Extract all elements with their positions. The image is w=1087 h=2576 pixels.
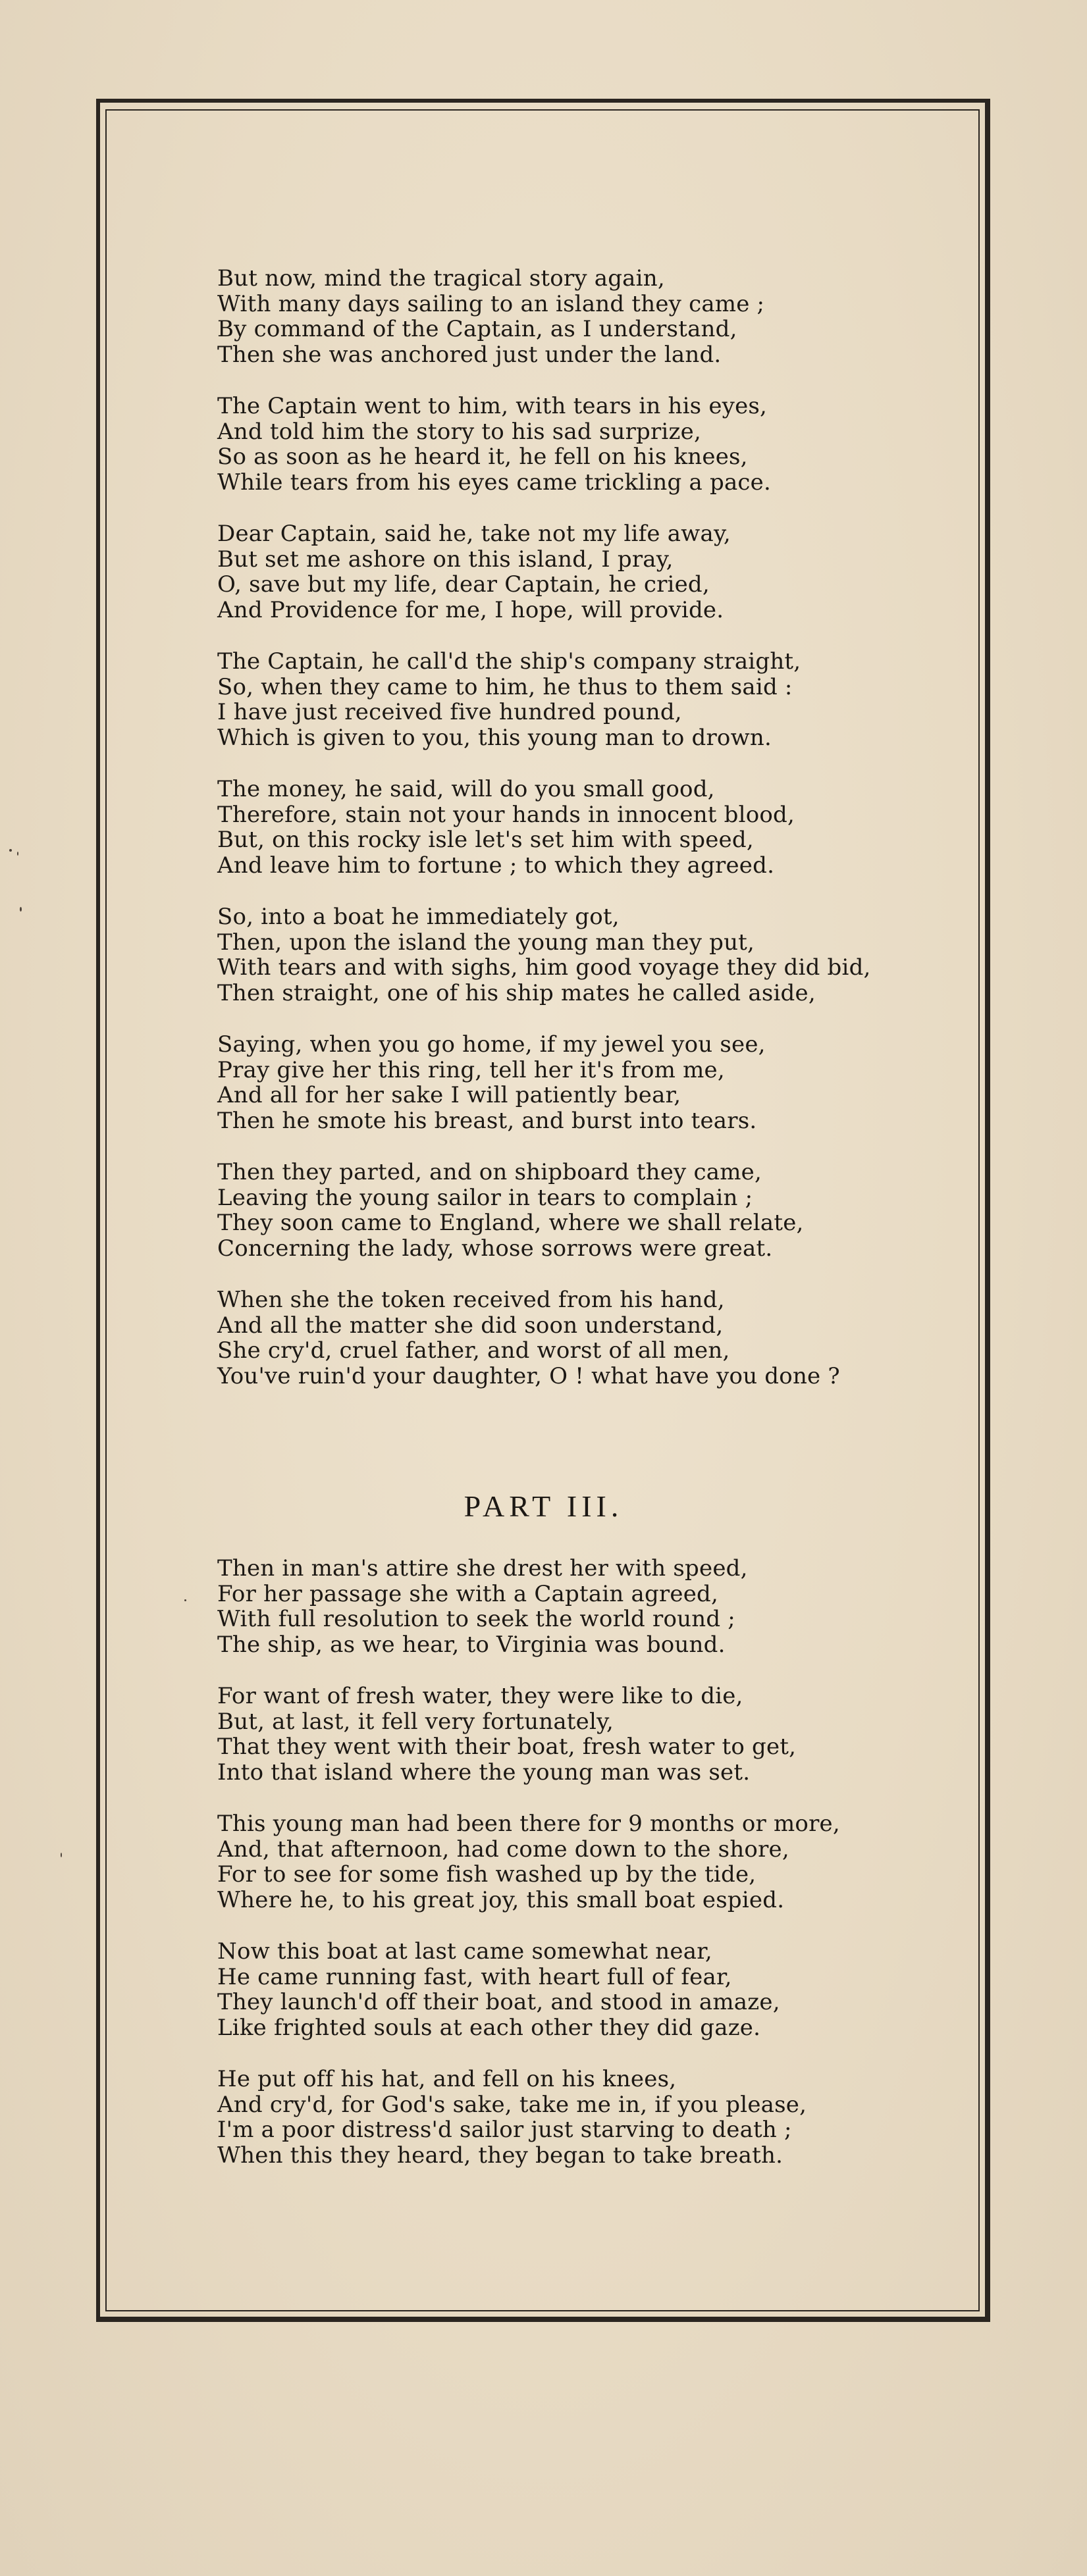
paper-speck xyxy=(61,1853,62,1857)
verse-line: And all the matter she did soon understand, xyxy=(217,1312,724,1339)
verse-line: Into that island where the young man was set. xyxy=(217,1759,751,1786)
section-heading: PART III. xyxy=(464,1489,623,1523)
verse-line: While tears from his eyes came trickling a pace. xyxy=(217,469,771,496)
verse-line: The Captain went to him, with tears in his eyes, xyxy=(217,393,768,419)
verse-line: But now, mind the tragical story again, xyxy=(217,265,665,292)
stanza xyxy=(217,1160,804,1261)
stanza xyxy=(217,1287,840,1389)
verse-line: Then in man's attire she drest her with speed, xyxy=(217,1555,748,1582)
verse-line: When this they heard, they began to take breath. xyxy=(217,2142,783,2169)
verse-line: And all for her sake I will patiently bear, xyxy=(217,1082,681,1108)
verse-line: So, when they came to him, he thus to them said : xyxy=(217,673,793,700)
verse-line: But, at last, it fell very fortunately, xyxy=(217,1708,614,1735)
stanza xyxy=(217,266,764,367)
verse-line: So, into a boat he immediately got, xyxy=(217,904,620,930)
stanza xyxy=(217,521,731,623)
verse-line: Saying, when you go home, if my jewel you see, xyxy=(217,1031,766,1058)
verse-line: I have just received five hundred pound, xyxy=(217,699,682,725)
verse-line: By command of the Captain, as I understand, xyxy=(217,316,737,342)
verse-line: For to see for some fish washed up by the tide, xyxy=(217,1861,756,1888)
verse-line: O, save but my life, dear Captain, he cried, xyxy=(217,571,710,598)
stanza xyxy=(217,904,871,1006)
verse-line: But set me ashore on this island, I pray, xyxy=(217,546,674,573)
verse-line: Concerning the lady, whose sorrows were great. xyxy=(217,1235,773,1262)
verse-line: He put off his hat, and fell on his knees, xyxy=(217,2066,677,2092)
stanza xyxy=(217,1684,796,1785)
stanza xyxy=(217,394,771,495)
verse-line: But, on this rocky isle let's set him with speed, xyxy=(217,827,754,853)
verse-line: Then, upon the island the young man they put, xyxy=(217,929,755,956)
verse-line: Dear Captain, said he, take not my life away, xyxy=(217,521,731,547)
verse-line: Like frighted souls at each other they did gaze. xyxy=(217,2014,761,2041)
verse-line: With tears and with sighs, him good voyage they did bid, xyxy=(217,954,871,981)
verse-line: Where he, to his great joy, this small boat espied. xyxy=(217,1886,785,1913)
stanza xyxy=(217,777,795,878)
verse-line: Which is given to you, this young man to drown. xyxy=(217,724,772,751)
verse-line: Then straight, one of his ship mates he called aside, xyxy=(217,979,816,1006)
stanza xyxy=(217,1556,748,1657)
verse-line: Then they parted, and on shipboard they came, xyxy=(217,1159,762,1185)
verse-line: You've ruin'd your daughter, O ! what have you done ? xyxy=(217,1362,840,1389)
paper-speck xyxy=(17,852,18,856)
verse-line: This young man had been there for 9 months or more, xyxy=(217,1811,840,1837)
verse-line: The money, he said, will do you small good, xyxy=(217,776,715,802)
verse-line: And Providence for me, I hope, will provide. xyxy=(217,596,724,623)
stanza xyxy=(217,649,801,750)
stanza xyxy=(217,1811,840,1913)
verse-line: They soon came to England, where we shall relate, xyxy=(217,1210,804,1236)
verse-line: The Captain, he call'd the ship's company straight, xyxy=(217,648,801,675)
paper-speck xyxy=(9,849,12,852)
verse-line: When she the token received from his hand, xyxy=(217,1287,725,1313)
verse-line: And leave him to fortune ; to which they agreed. xyxy=(217,852,775,879)
stanza xyxy=(217,1032,766,1133)
stanza xyxy=(217,1939,780,2040)
verse-line: With many days sailing to an island they came ; xyxy=(217,290,765,317)
verse-line: For want of fresh water, they were like to die, xyxy=(217,1683,743,1709)
verse-line: Pray give her this ring, tell her it's from me, xyxy=(217,1056,725,1083)
paper-speck xyxy=(184,1599,186,1601)
verse-line: They launch'd off their boat, and stood in amaze, xyxy=(217,1989,780,2015)
verse-line: He came running fast, with heart full of fear, xyxy=(217,1963,732,1990)
verse-line: Then he smote his breast, and burst into tears. xyxy=(217,1107,757,1134)
stanza xyxy=(217,2067,807,2168)
verse-line: The ship, as we hear, to Virginia was bound. xyxy=(217,1631,726,1658)
verse-line: And, that afternoon, had come down to the shore, xyxy=(217,1836,789,1863)
paper-speck xyxy=(20,907,22,912)
verse-line: Therefore, stain not your hands in innocent blood, xyxy=(217,801,795,828)
verse-line: I'm a poor distress'd sailor just starving to death ; xyxy=(217,2117,792,2143)
verse-line: And cry'd, for God's sake, take me in, if you please, xyxy=(217,2091,807,2118)
verse-line: Now this boat at last came somewhat near, xyxy=(217,1938,712,1965)
verse-line: That they went with their boat, fresh water to get, xyxy=(217,1734,797,1760)
verse-line: She cry'd, cruel father, and worst of all men, xyxy=(217,1337,730,1364)
verse-line: Then she was anchored just under the land. xyxy=(217,341,722,368)
verse-line: So as soon as he heard it, he fell on his knees, xyxy=(217,444,748,470)
verse-line: And told him the story to his sad surprize, xyxy=(217,418,701,445)
verse-line: Leaving the young sailor in tears to complain ; xyxy=(217,1184,753,1211)
verse-line: For her passage she with a Captain agreed, xyxy=(217,1580,718,1607)
verse-line: With full resolution to seek the world round ; xyxy=(217,1606,735,1632)
